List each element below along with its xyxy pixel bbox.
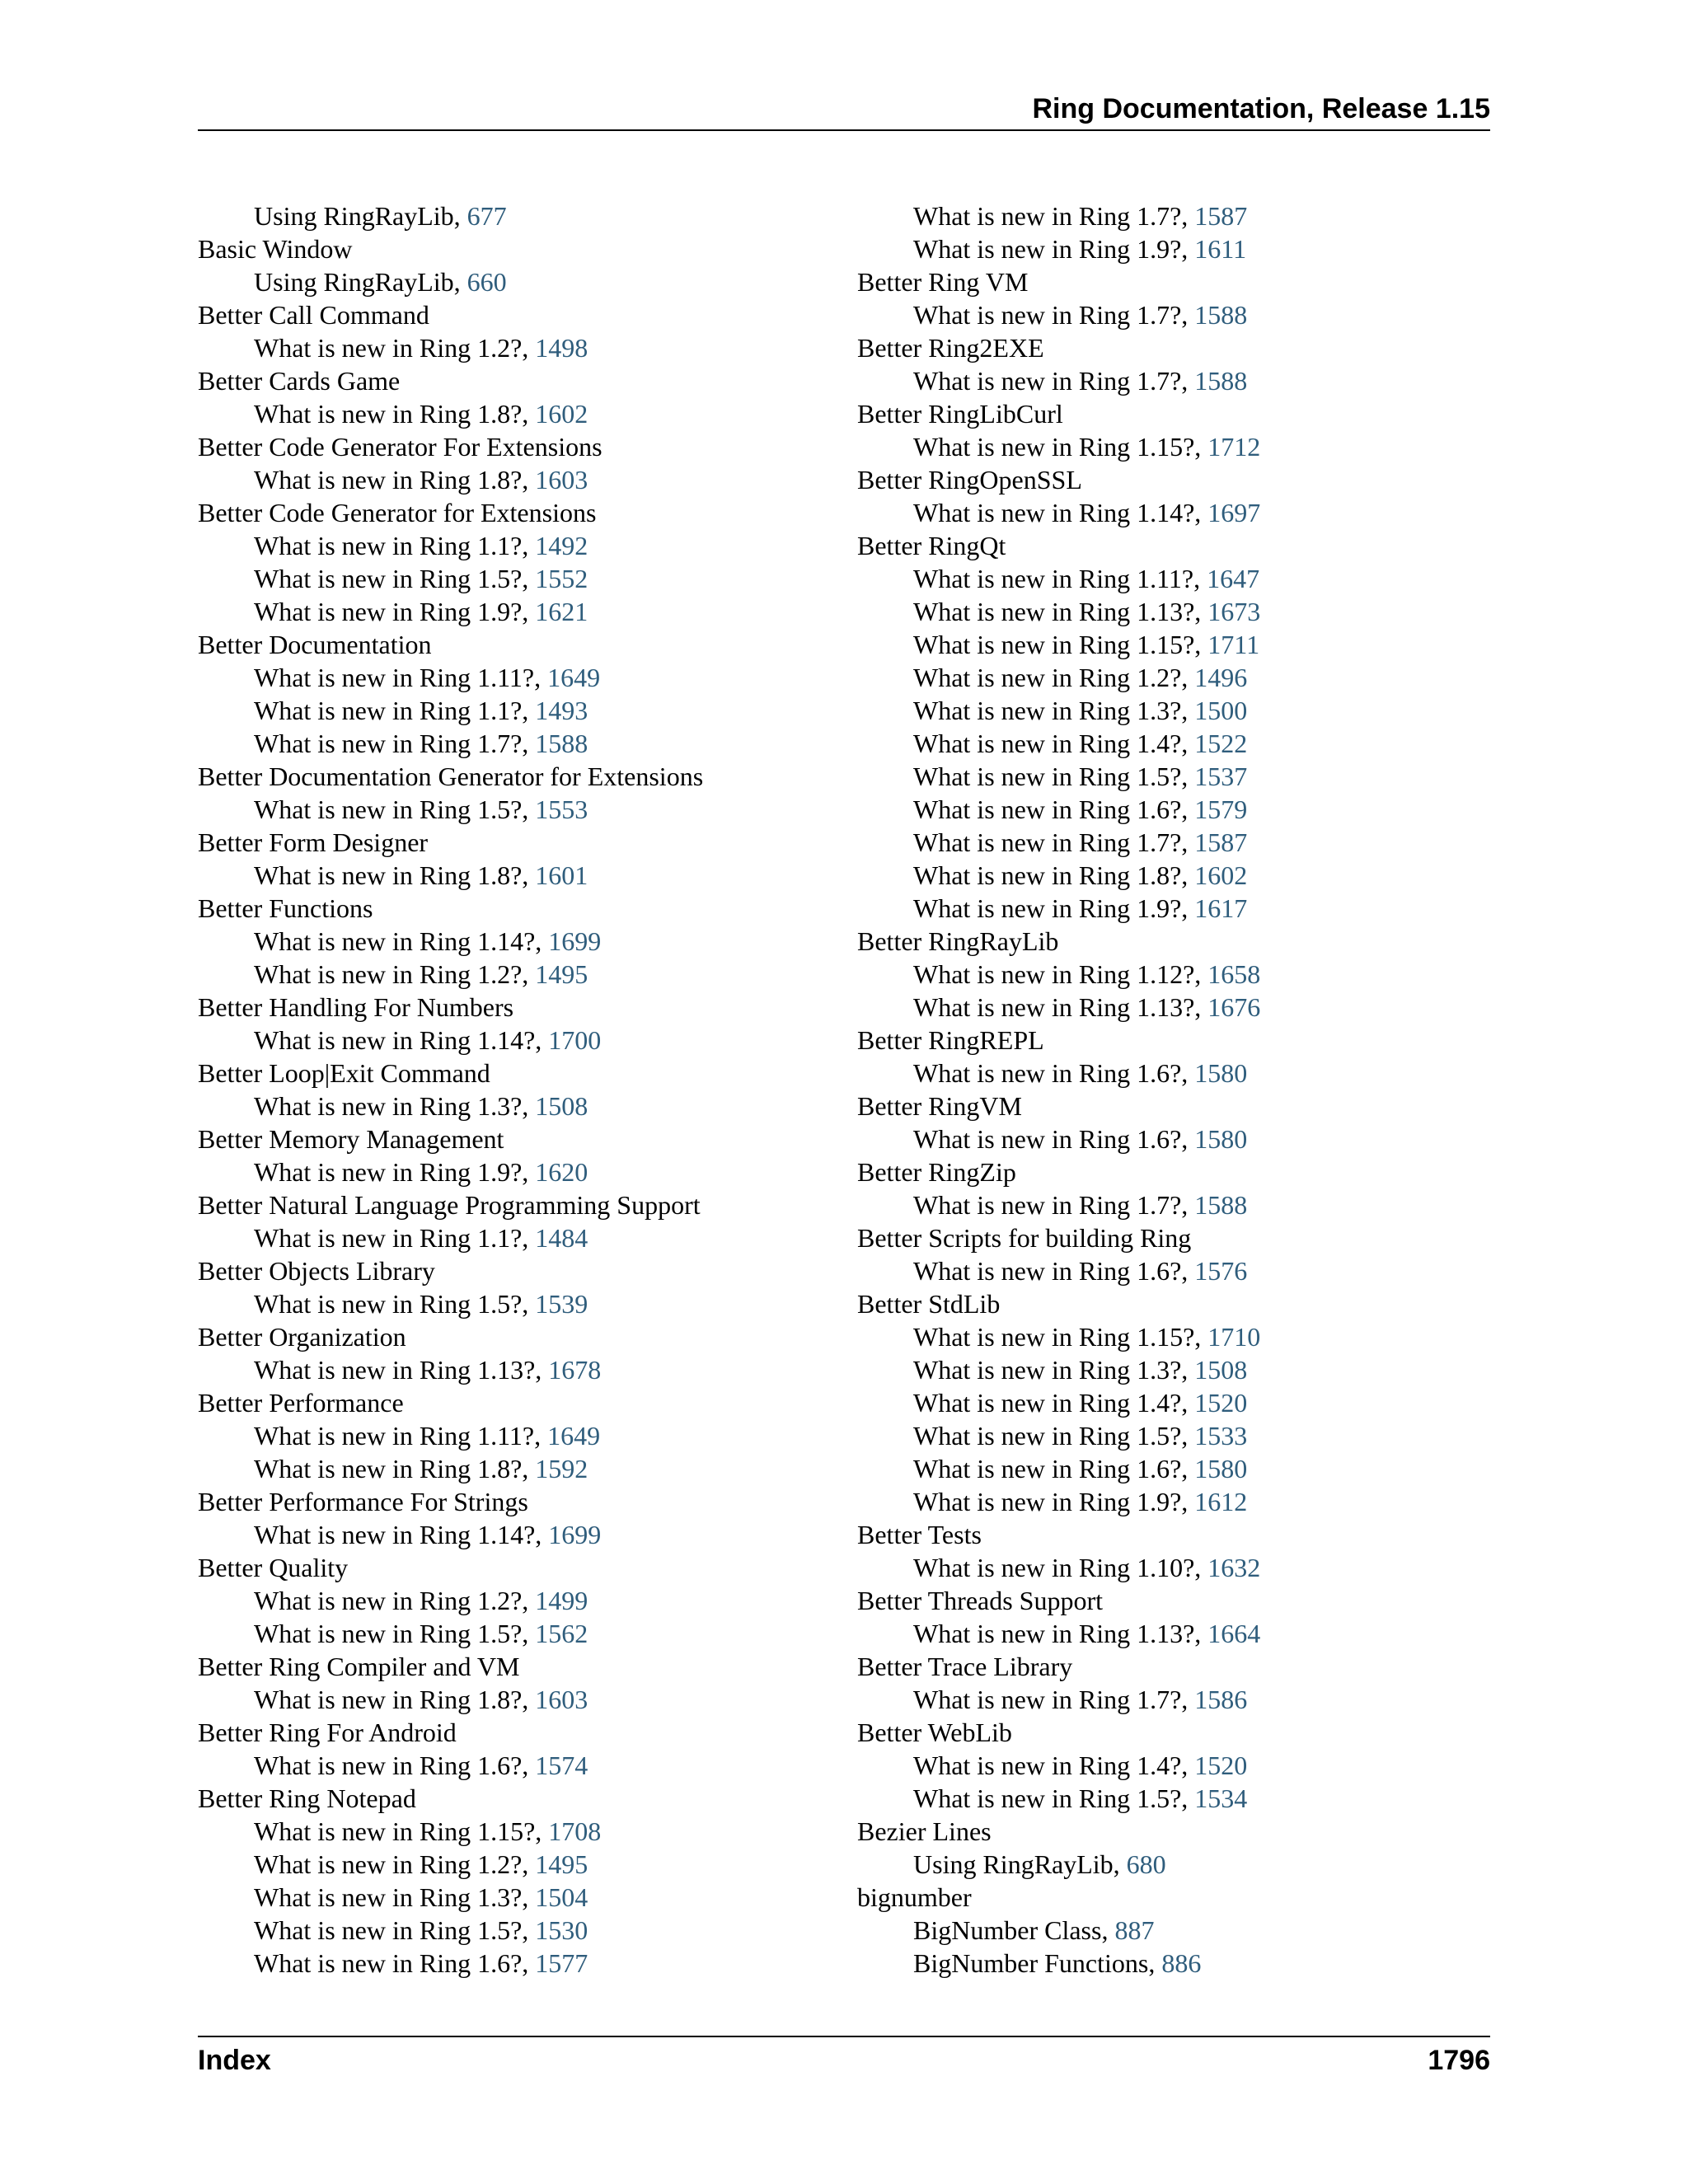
index-subentry xyxy=(857,859,1484,892)
index-subentry xyxy=(857,1254,1484,1287)
page-link[interactable]: 1603 xyxy=(535,465,588,494)
index-column-left xyxy=(198,199,824,1980)
entry-text: What is new in Ring 1.7?, xyxy=(254,729,529,758)
index-subentry xyxy=(857,1057,1484,1090)
entry-text: What is new in Ring 1.6?, xyxy=(913,1256,1189,1286)
index-entry xyxy=(198,298,824,331)
index-subentry xyxy=(198,595,824,628)
page-link[interactable]: 1498 xyxy=(535,333,588,363)
entry-text: Basic Window xyxy=(198,234,353,264)
index-subentry xyxy=(857,892,1484,925)
entry-text: Better Ring For Android xyxy=(198,1718,457,1747)
index-subentry xyxy=(198,1749,824,1782)
entry-text: Better Documentation xyxy=(198,630,432,659)
entry-text: BigNumber Functions, xyxy=(913,1948,1156,1978)
entry-text: What is new in Ring 1.2?, xyxy=(913,663,1189,692)
page-link[interactable]: 1508 xyxy=(535,1091,588,1121)
entry-text: Better Ring2EXE xyxy=(857,333,1044,363)
entry-text: Using RingRayLib, xyxy=(254,201,461,231)
entry-text: Better Ring Notepad xyxy=(198,1783,416,1813)
index-subentry xyxy=(198,1914,824,1947)
index-subentry xyxy=(857,364,1484,397)
page-link[interactable]: 1522 xyxy=(1194,729,1248,758)
page-link[interactable]: 1699 xyxy=(548,1520,602,1549)
index-entry xyxy=(857,1024,1484,1057)
entry-text: What is new in Ring 1.7?, xyxy=(913,366,1189,396)
entry-text: Better Functions xyxy=(198,893,373,923)
index-entry xyxy=(198,1320,824,1353)
index-subentry xyxy=(857,661,1484,694)
entry-text: What is new in Ring 1.5?, xyxy=(913,762,1189,791)
index-subentry xyxy=(857,628,1484,661)
entry-text: Better Memory Management xyxy=(198,1124,504,1154)
index-entry xyxy=(857,1881,1484,1914)
footer-section-label: Index xyxy=(198,2045,271,2076)
index-subentry xyxy=(857,1386,1484,1419)
entry-text: Better Natural Language Programming Support xyxy=(198,1190,701,1220)
page-link[interactable]: 1520 xyxy=(1194,1388,1248,1418)
entry-text: What is new in Ring 1.13?, xyxy=(913,597,1202,626)
index-entry xyxy=(857,1650,1484,1683)
index-entry xyxy=(198,496,824,529)
page-link[interactable]: 1484 xyxy=(535,1223,588,1253)
index-subentry xyxy=(198,1815,824,1848)
index-subentry xyxy=(198,1287,824,1320)
index-entry xyxy=(198,1782,824,1815)
running-header: Ring Documentation, Release 1.15 xyxy=(1032,93,1490,124)
entry-text: What is new in Ring 1.6?, xyxy=(913,1124,1189,1154)
index-entry xyxy=(857,1287,1484,1320)
index-subentry xyxy=(198,562,824,595)
entry-text: Using RingRayLib, xyxy=(913,1849,1120,1879)
index-entry xyxy=(198,232,824,265)
index-subentry xyxy=(198,1617,824,1650)
page-link[interactable]: 1580 xyxy=(1194,1058,1248,1088)
page-link[interactable]: 1533 xyxy=(1194,1421,1248,1451)
entry-text: What is new in Ring 1.1?, xyxy=(254,1223,529,1253)
entry-text: What is new in Ring 1.8?, xyxy=(254,1685,529,1714)
entry-text: What is new in Ring 1.11?, xyxy=(254,1421,542,1451)
page-link[interactable]: 660 xyxy=(467,267,507,297)
entry-text: Better Loop|Exit Command xyxy=(198,1058,490,1088)
index-subentry xyxy=(198,1881,824,1914)
index-subentry xyxy=(198,1452,824,1485)
index-subentry xyxy=(857,826,1484,859)
entry-text: What is new in Ring 1.6?, xyxy=(913,1454,1189,1483)
index-entry xyxy=(198,1386,824,1419)
entry-text: What is new in Ring 1.14?, xyxy=(913,498,1202,527)
index-entry xyxy=(857,1815,1484,1848)
index-entry xyxy=(198,1650,824,1683)
index-subentry xyxy=(198,661,824,694)
index-entry xyxy=(198,1188,824,1221)
page-link[interactable]: 1678 xyxy=(548,1355,602,1385)
page-link[interactable]: 1632 xyxy=(1207,1553,1261,1582)
entry-text: Better Ring Compiler and VM xyxy=(198,1652,520,1681)
entry-text: Better Quality xyxy=(198,1553,349,1582)
index-entry xyxy=(198,1551,824,1584)
page-link[interactable]: 1580 xyxy=(1194,1454,1248,1483)
entry-text: Better Call Command xyxy=(198,300,429,330)
entry-text: What is new in Ring 1.14?, xyxy=(254,1025,542,1055)
index-entry xyxy=(857,1221,1484,1254)
entry-text: Better Code Generator for Extensions xyxy=(198,498,597,527)
index-entry xyxy=(198,1485,824,1518)
entry-text: Better Cards Game xyxy=(198,366,401,396)
entry-text: What is new in Ring 1.9?, xyxy=(913,893,1189,923)
entry-text: What is new in Ring 1.4?, xyxy=(913,1388,1189,1418)
index-entry xyxy=(857,265,1484,298)
index-subentry xyxy=(857,1551,1484,1584)
index-subentry xyxy=(198,1947,824,1980)
entry-text: Better Documentation Generator for Extensions xyxy=(198,762,704,791)
entry-text: Better Tests xyxy=(857,1520,982,1549)
index-subentry xyxy=(198,1024,824,1057)
page-link[interactable]: 1562 xyxy=(535,1619,588,1648)
entry-text: What is new in Ring 1.4?, xyxy=(913,729,1189,758)
index-subentry xyxy=(857,430,1484,463)
entry-text: Bezier Lines xyxy=(857,1816,992,1846)
entry-text: What is new in Ring 1.15?, xyxy=(913,1322,1202,1352)
index-subentry xyxy=(198,1155,824,1188)
footer-rule xyxy=(198,2036,1490,2037)
entry-text: Better RingOpenSSL xyxy=(857,465,1082,494)
page-link[interactable]: 1708 xyxy=(548,1816,602,1846)
index-subentry xyxy=(857,1452,1484,1485)
page-link[interactable]: 1496 xyxy=(1194,663,1248,692)
entry-text: What is new in Ring 1.5?, xyxy=(254,564,529,593)
entry-text: Better Scripts for building Ring xyxy=(857,1223,1192,1253)
index-subentry xyxy=(857,991,1484,1024)
entry-text: Better RingRayLib xyxy=(857,926,1059,956)
index-subentry xyxy=(198,1518,824,1551)
index-subentry xyxy=(857,1848,1484,1881)
entry-text: What is new in Ring 1.11?, xyxy=(913,564,1201,593)
index-subentry xyxy=(857,562,1484,595)
index-subentry xyxy=(857,496,1484,529)
page-link[interactable]: 1577 xyxy=(535,1948,588,1978)
entry-text: What is new in Ring 1.3?, xyxy=(254,1882,529,1912)
index-subentry xyxy=(198,397,824,430)
entry-text: What is new in Ring 1.7?, xyxy=(913,300,1189,330)
page-link[interactable]: 1587 xyxy=(1194,201,1248,231)
index-subentry xyxy=(198,958,824,991)
index-subentry xyxy=(198,1090,824,1122)
entry-text: What is new in Ring 1.8?, xyxy=(254,465,529,494)
entry-text: What is new in Ring 1.2?, xyxy=(254,959,529,989)
entry-text: What is new in Ring 1.3?, xyxy=(913,696,1189,725)
entry-text: What is new in Ring 1.5?, xyxy=(254,1289,529,1319)
index-subentry xyxy=(857,232,1484,265)
page-link[interactable]: 1534 xyxy=(1194,1783,1248,1813)
page-link[interactable]: 677 xyxy=(467,201,507,231)
index-entry xyxy=(198,1716,824,1749)
entry-text: What is new in Ring 1.13?, xyxy=(254,1355,542,1385)
index-subentry xyxy=(198,1221,824,1254)
entry-text: What is new in Ring 1.12?, xyxy=(913,959,1202,989)
page-link[interactable]: 1553 xyxy=(535,794,588,824)
index-subentry xyxy=(198,1848,824,1881)
page-link[interactable]: 1621 xyxy=(535,597,588,626)
page-link[interactable]: 1508 xyxy=(1194,1355,1248,1385)
entry-text: What is new in Ring 1.5?, xyxy=(254,1619,529,1648)
entry-text: What is new in Ring 1.14?, xyxy=(254,926,542,956)
footer-page-number: 1796 xyxy=(1428,2045,1490,2076)
index-subentry xyxy=(857,1419,1484,1452)
entry-text: What is new in Ring 1.4?, xyxy=(913,1750,1189,1780)
entry-text: What is new in Ring 1.2?, xyxy=(254,1586,529,1615)
entry-text: bignumber xyxy=(857,1882,972,1912)
index-entry xyxy=(198,892,824,925)
entry-text: Better RingLibCurl xyxy=(857,399,1063,429)
index-subentry xyxy=(198,529,824,562)
entry-text: Better RingZip xyxy=(857,1157,1016,1187)
page-link[interactable]: 1700 xyxy=(548,1025,602,1055)
entry-text: What is new in Ring 1.8?, xyxy=(254,860,529,890)
index-subentry xyxy=(198,793,824,826)
index-entry xyxy=(198,760,824,793)
page-link[interactable]: 1697 xyxy=(1207,498,1261,527)
entry-text: Better Code Generator For Extensions xyxy=(198,432,603,462)
index-subentry xyxy=(857,727,1484,760)
index-subentry xyxy=(198,925,824,958)
index-subentry xyxy=(857,1683,1484,1716)
entry-text: What is new in Ring 1.11?, xyxy=(254,663,542,692)
index-subentry xyxy=(857,199,1484,232)
entry-text: What is new in Ring 1.15?, xyxy=(254,1816,542,1846)
entry-text: What is new in Ring 1.3?, xyxy=(254,1091,529,1121)
page-link[interactable]: 1673 xyxy=(1207,597,1261,626)
entry-text: What is new in Ring 1.5?, xyxy=(913,1421,1189,1451)
page-link[interactable]: 1603 xyxy=(535,1685,588,1714)
index-subentry xyxy=(198,727,824,760)
entry-text: What is new in Ring 1.9?, xyxy=(254,1157,529,1187)
entry-text: What is new in Ring 1.5?, xyxy=(254,1915,529,1945)
index-entry xyxy=(857,463,1484,496)
entry-text: What is new in Ring 1.15?, xyxy=(913,432,1202,462)
index-subentry xyxy=(857,1485,1484,1518)
entry-text: Better Ring VM xyxy=(857,267,1029,297)
index-column-right xyxy=(857,199,1484,1980)
index-subentry xyxy=(198,463,824,496)
page-link[interactable]: 1588 xyxy=(535,729,588,758)
page-link[interactable]: 1588 xyxy=(1194,366,1248,396)
entry-text: What is new in Ring 1.6?, xyxy=(254,1750,529,1780)
page-link[interactable]: 1647 xyxy=(1207,564,1260,593)
entry-text: Better Performance xyxy=(198,1388,404,1418)
index-entry xyxy=(198,826,824,859)
entry-text: What is new in Ring 1.9?, xyxy=(913,1487,1189,1516)
entry-text: What is new in Ring 1.13?, xyxy=(913,992,1202,1022)
entry-text: Better WebLib xyxy=(857,1718,1012,1747)
index-subentry xyxy=(857,1749,1484,1782)
index-entry xyxy=(857,397,1484,430)
index-subentry xyxy=(857,793,1484,826)
entry-text: Better StdLib xyxy=(857,1289,1001,1319)
index-subentry xyxy=(198,199,824,232)
entry-text: What is new in Ring 1.8?, xyxy=(254,1454,529,1483)
index-subentry xyxy=(857,1617,1484,1650)
page-link[interactable]: 1649 xyxy=(547,663,601,692)
page-link[interactable]: 1537 xyxy=(1194,762,1248,791)
index-subentry xyxy=(857,1122,1484,1155)
page-link[interactable]: 1504 xyxy=(535,1882,588,1912)
page-link[interactable]: 1574 xyxy=(535,1750,588,1780)
index-entry xyxy=(857,331,1484,364)
entry-text: Better RingQt xyxy=(857,531,1006,560)
index-entry xyxy=(198,364,824,397)
index-subentry xyxy=(857,760,1484,793)
index-entry xyxy=(857,1518,1484,1551)
page-link[interactable]: 1676 xyxy=(1207,992,1261,1022)
page-link[interactable]: 1712 xyxy=(1207,432,1261,462)
page-link[interactable]: 1495 xyxy=(535,959,588,989)
entry-text: What is new in Ring 1.8?, xyxy=(913,860,1189,890)
index-subentry xyxy=(857,1947,1484,1980)
page-link[interactable]: 887 xyxy=(1114,1915,1155,1945)
entry-text: What is new in Ring 1.7?, xyxy=(913,1685,1189,1714)
index-subentry xyxy=(857,958,1484,991)
entry-text: Better Organization xyxy=(198,1322,406,1352)
page-link[interactable]: 1588 xyxy=(1194,1190,1248,1220)
page-link[interactable]: 886 xyxy=(1161,1948,1202,1978)
page-link[interactable]: 1710 xyxy=(1207,1322,1261,1352)
page-link[interactable]: 1576 xyxy=(1194,1256,1248,1286)
entry-text: What is new in Ring 1.7?, xyxy=(913,201,1189,231)
page-link[interactable]: 1539 xyxy=(535,1289,588,1319)
index-entry xyxy=(857,925,1484,958)
entry-text: What is new in Ring 1.15?, xyxy=(913,630,1202,659)
entry-text: What is new in Ring 1.3?, xyxy=(913,1355,1189,1385)
index-subentry xyxy=(198,859,824,892)
entry-text: Using RingRayLib, xyxy=(254,267,461,297)
page-link[interactable]: 1699 xyxy=(548,926,602,956)
index-subentry xyxy=(198,331,824,364)
index-entry xyxy=(857,1155,1484,1188)
page-link[interactable]: 1492 xyxy=(535,531,588,560)
entry-text: Better Form Designer xyxy=(198,827,429,857)
index-subentry xyxy=(857,1914,1484,1947)
page-link[interactable]: 1664 xyxy=(1207,1619,1261,1648)
entry-text: What is new in Ring 1.5?, xyxy=(254,794,529,824)
entry-text: What is new in Ring 1.14?, xyxy=(254,1520,542,1549)
index-entry xyxy=(198,1057,824,1090)
index-subentry xyxy=(857,1320,1484,1353)
page-link[interactable]: 1611 xyxy=(1194,234,1247,264)
entry-text: What is new in Ring 1.7?, xyxy=(913,1190,1189,1220)
page-link[interactable]: 1530 xyxy=(535,1915,588,1945)
page-link[interactable]: 1592 xyxy=(535,1454,588,1483)
entry-text: What is new in Ring 1.13?, xyxy=(913,1619,1202,1648)
page-link[interactable]: 1495 xyxy=(535,1849,588,1879)
page-link[interactable]: 1588 xyxy=(1194,300,1248,330)
index-subentry xyxy=(198,1683,824,1716)
index-subentry xyxy=(198,1584,824,1617)
entry-text: What is new in Ring 1.1?, xyxy=(254,531,529,560)
entry-text: What is new in Ring 1.9?, xyxy=(254,597,529,626)
header-rule xyxy=(198,129,1490,131)
entry-text: BigNumber Class, xyxy=(913,1915,1109,1945)
entry-text: Better Performance For Strings xyxy=(198,1487,528,1516)
index-subentry xyxy=(198,1419,824,1452)
index-entry xyxy=(198,628,824,661)
entry-text: What is new in Ring 1.5?, xyxy=(913,1783,1189,1813)
entry-text: What is new in Ring 1.6?, xyxy=(913,1058,1189,1088)
index-subentry xyxy=(198,265,824,298)
index-subentry xyxy=(857,298,1484,331)
page-link[interactable]: 1601 xyxy=(535,860,588,890)
page-link[interactable]: 1602 xyxy=(1194,860,1248,890)
entry-text: Better Objects Library xyxy=(198,1256,435,1286)
index-entry xyxy=(857,529,1484,562)
entry-text: Better RingREPL xyxy=(857,1025,1044,1055)
entry-text: Better Threads Support xyxy=(857,1586,1104,1615)
page-link[interactable]: 1587 xyxy=(1194,827,1248,857)
page-link[interactable]: 1552 xyxy=(535,564,588,593)
index-subentry xyxy=(198,694,824,727)
page-link[interactable]: 1617 xyxy=(1194,893,1248,923)
page-link[interactable]: 1586 xyxy=(1194,1685,1248,1714)
index-entry xyxy=(857,1090,1484,1122)
index-entry xyxy=(198,430,824,463)
page-link[interactable]: 680 xyxy=(1126,1849,1166,1879)
entry-text: What is new in Ring 1.10?, xyxy=(913,1553,1202,1582)
index-entry xyxy=(198,1122,824,1155)
page-link[interactable]: 1649 xyxy=(547,1421,601,1451)
page-link[interactable]: 1500 xyxy=(1194,696,1248,725)
entry-text: What is new in Ring 1.8?, xyxy=(254,399,529,429)
entry-text: What is new in Ring 1.1?, xyxy=(254,696,529,725)
page-link[interactable]: 1520 xyxy=(1194,1750,1248,1780)
index-subentry xyxy=(198,1353,824,1386)
index-entry xyxy=(857,1584,1484,1617)
page-link[interactable]: 1499 xyxy=(535,1586,588,1615)
index-entry xyxy=(198,991,824,1024)
index-subentry xyxy=(857,694,1484,727)
page-link[interactable]: 1612 xyxy=(1194,1487,1248,1516)
index-subentry xyxy=(857,1353,1484,1386)
page-link[interactable]: 1658 xyxy=(1207,959,1261,989)
entry-text: What is new in Ring 1.7?, xyxy=(913,827,1189,857)
entry-text: What is new in Ring 1.2?, xyxy=(254,333,529,363)
entry-text: What is new in Ring 1.2?, xyxy=(254,1849,529,1879)
index-entry xyxy=(198,1254,824,1287)
entry-text: What is new in Ring 1.6?, xyxy=(913,794,1189,824)
index-subentry xyxy=(857,595,1484,628)
page-link[interactable]: 1711 xyxy=(1207,630,1260,659)
page-link[interactable]: 1602 xyxy=(535,399,588,429)
page-link[interactable]: 1579 xyxy=(1194,794,1248,824)
page-link[interactable]: 1580 xyxy=(1194,1124,1248,1154)
index-entry xyxy=(857,1716,1484,1749)
entry-text: Better RingVM xyxy=(857,1091,1022,1121)
entry-text: Better Trace Library xyxy=(857,1652,1073,1681)
index-subentry xyxy=(857,1782,1484,1815)
entry-text: What is new in Ring 1.9?, xyxy=(913,234,1189,264)
index-subentry xyxy=(857,1188,1484,1221)
entry-text: What is new in Ring 1.6?, xyxy=(254,1948,529,1978)
page-link[interactable]: 1620 xyxy=(535,1157,588,1187)
entry-text: Better Handling For Numbers xyxy=(198,992,514,1022)
page-link[interactable]: 1493 xyxy=(535,696,588,725)
